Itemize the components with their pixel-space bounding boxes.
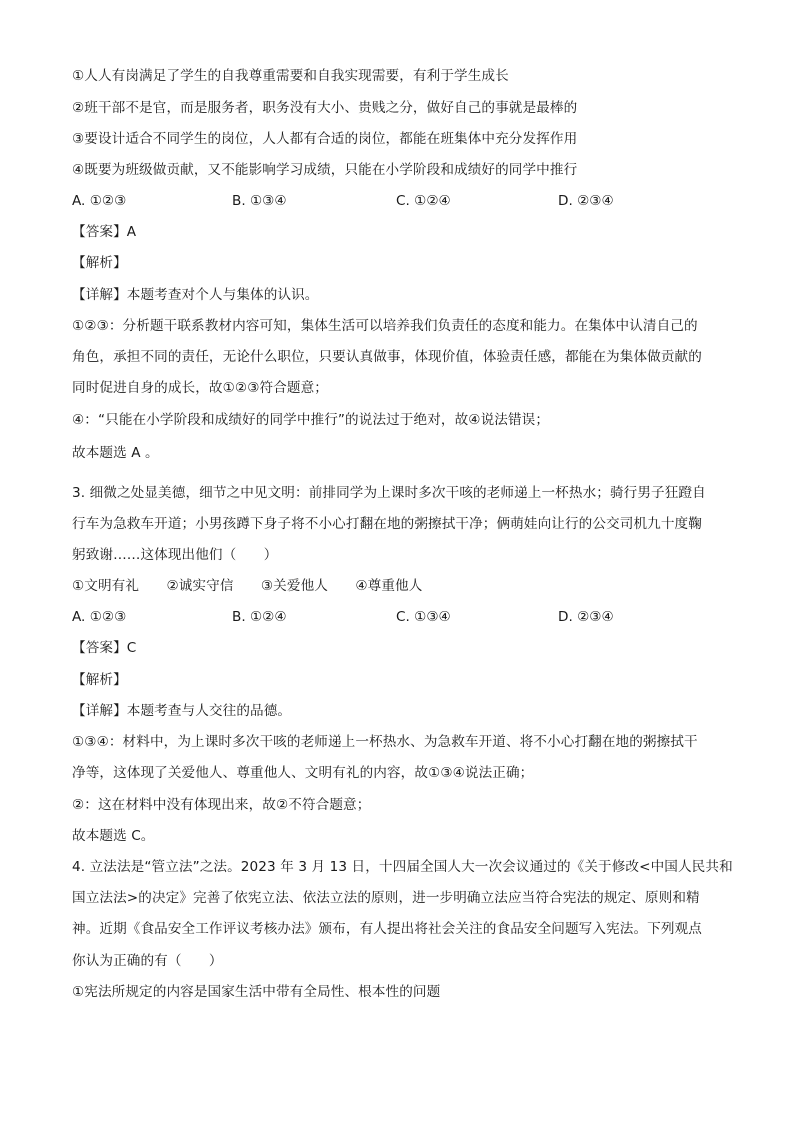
q2-statement-3: ③要设计适合不同学生的岗位，人人都有合适的岗位，都能在班集体中充分发挥作用	[72, 131, 578, 147]
q2-para1-line3: 同时促进自身的成长，故①②③符合题意；	[72, 380, 328, 396]
q2-answer: 【答案】A	[72, 224, 137, 240]
q4-stem-line3: 神。近期《食品安全工作评议考核办法》颁布，有人提出将社会关注的食品安全问题写入宪法。下列观点	[72, 921, 702, 937]
q3-option-b: B. ①②④	[232, 609, 287, 625]
q3-option-d: D. ②③④	[558, 609, 614, 625]
q4-statement-1: ①宪法所规定的内容是国家生活中带有全局性、根本性的问题	[72, 984, 441, 1000]
q2-statement-2: ②班干部不是官，而是服务者，职务没有大小、贵贱之分，做好自己的事就是最棒的	[72, 100, 578, 116]
q2-para1-line1: ①②③：分析题干联系教材内容可知，集体生活可以培养我们负责任的态度和能力。在集体中认清自己的	[72, 318, 698, 334]
q2-statement-4: ④既要为班级做贡献，又不能影响学习成绩，只能在小学阶段和成绩好的同学中推行	[72, 162, 578, 178]
q3-para2: ②：这在材料中没有体现出来，故②不符合题意；	[72, 797, 371, 813]
q2-analysis-heading: 【解析】	[72, 255, 127, 271]
q2-option-d: D. ②③④	[558, 193, 614, 209]
q2-statement-1: ①人人有岗满足了学生的自我尊重需要和自我实现需要，有利于学生成长	[72, 68, 509, 84]
q2-option-c: C. ①②④	[396, 193, 451, 209]
q3-stem-line2: 行车为急救车开道；小男孩蹲下身子将不小心打翻在地的粥擦拭干净；俩萌娃向让行的公交司机九十度鞠	[72, 516, 702, 532]
q3-option-a: A. ①②③	[72, 609, 127, 625]
q3-statements: ①文明有礼 ②诚实守信 ③关爱他人 ④尊重他人	[72, 578, 423, 594]
q3-answer: 【答案】C	[72, 640, 137, 656]
q4-stem-line1: 4. 立法法是“管立法”之法。2023 年 3 月 13 日，十四届全国人大一次会议通过的《关于修改<中国人民共和	[72, 859, 733, 875]
q2-conclusion: 故本题选 A 。	[72, 445, 159, 461]
q4-stem-line2: 国立法法>的决定》完善了依宪立法、依法立法的原则，进一步明确立法应当符合宪法的规定、原则和精	[72, 890, 700, 906]
q3-stem-line3: 躬致谢……这体现出他们（ ）	[72, 547, 278, 563]
q4-stem-line4: 你认为正确的有（ ）	[72, 953, 223, 969]
q2-detail: 【详解】本题考查对个人与集体的认识。	[72, 287, 319, 303]
q2-para1-line2: 角色，承担不同的责任，无论什么职位，只要认真做事，体现价值，体验责任感，都能在为集体做贡献的	[72, 349, 702, 365]
q3-option-c: C. ①③④	[396, 609, 451, 625]
q3-analysis-heading: 【解析】	[72, 672, 127, 688]
q3-conclusion: 故本题选 C。	[72, 828, 155, 844]
q3-detail: 【详解】本题考查与人交往的品德。	[72, 703, 292, 719]
q2-option-a: A. ①②③	[72, 193, 127, 209]
q3-para1-line2: 净等，这体现了关爱他人、尊重他人、文明有礼的内容，故①③④说法正确；	[72, 765, 534, 781]
q3-stem-line1: 3. 细微之处显美德，细节之中见文明：前排同学为上课时多次干咳的老师递上一杯热水；骑行男子狂蹬自	[72, 485, 706, 501]
q2-option-b: B. ①③④	[232, 193, 287, 209]
q2-para2: ④：“只能在小学阶段和成绩好的同学中推行”的说法过于绝对，故④说法错误；	[72, 412, 550, 428]
q3-para1-line1: ①③④：材料中，为上课时多次干咳的老师递上一杯热水、为急救车开道、将不小心打翻在地的粥擦拭干	[72, 734, 698, 750]
